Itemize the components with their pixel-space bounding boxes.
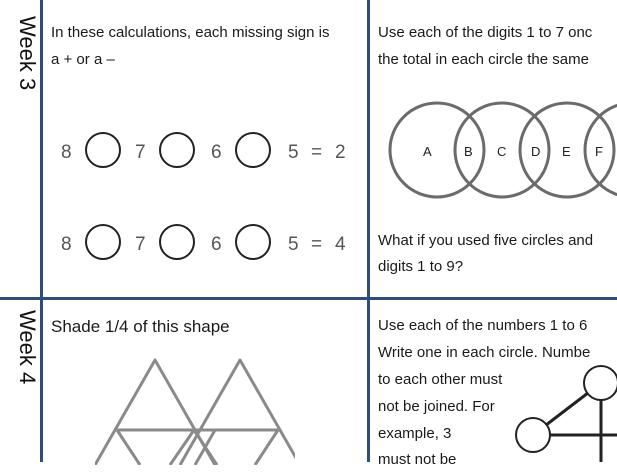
eq1-n1: 8 bbox=[61, 142, 72, 163]
eq1-n2: 7 bbox=[135, 142, 146, 163]
circle-label-e: E bbox=[562, 144, 571, 159]
eq1-blank-circle-2 bbox=[160, 133, 194, 167]
eq2-result: 4 bbox=[335, 234, 346, 255]
triangle-shape bbox=[95, 355, 295, 470]
circle-label-a: A bbox=[423, 144, 432, 159]
eq1-blank-circle-3 bbox=[236, 133, 270, 167]
right-large-triangle bbox=[180, 360, 295, 465]
week-3-label: Week 3 bbox=[15, 16, 40, 91]
equation-1 bbox=[55, 128, 355, 172]
numbers-instructions-line2: Write one in each circle. Numbe bbox=[378, 344, 591, 361]
eq1-blank-circle-1 bbox=[86, 133, 120, 167]
eq2-n1: 8 bbox=[61, 234, 72, 255]
circle-label-c: C bbox=[497, 144, 507, 159]
digits-circle-instructions-line2: the total in each circle the same bbox=[378, 51, 589, 68]
circle-label-b: B bbox=[464, 144, 473, 159]
circle-label-f: F bbox=[595, 144, 603, 159]
eq1-n3: 6 bbox=[211, 142, 222, 163]
graph-node-top bbox=[584, 366, 617, 400]
numbers-instructions-line5: example, 3 bbox=[378, 425, 452, 442]
numbers-instructions-line4: not be joined. For bbox=[378, 398, 495, 415]
eq2-equals: = bbox=[311, 234, 323, 255]
eq2-n4: 5 bbox=[288, 234, 299, 255]
numbers-instructions-line6: must not be bbox=[378, 451, 457, 468]
digits-circle-instructions-line1: Use each of the digits 1 to 7 onc bbox=[378, 24, 593, 41]
eq2-blank-circle-1 bbox=[86, 225, 120, 259]
overlapping-circles-diagram bbox=[380, 95, 617, 215]
week-4-label: Week 4 bbox=[15, 310, 40, 385]
eq1-equals: = bbox=[311, 142, 323, 163]
grid-line-vertical-left bbox=[40, 0, 43, 462]
grid-line-vertical-middle bbox=[367, 0, 370, 462]
eq2-n3: 6 bbox=[211, 234, 222, 255]
eq2-n2: 7 bbox=[135, 234, 146, 255]
eq1-n4: 5 bbox=[288, 142, 299, 163]
eq2-blank-circle-3 bbox=[236, 225, 270, 259]
five-circles-question-line1: What if you used five circles and bbox=[378, 232, 594, 249]
equation-2 bbox=[55, 220, 355, 264]
eq2-blank-circle-2 bbox=[160, 225, 194, 259]
grid-line-horizontal bbox=[0, 297, 617, 300]
missing-sign-instructions-line1: In these calculations, each missing sign is bbox=[51, 24, 330, 41]
graph-node-left bbox=[516, 418, 550, 452]
numbers-instructions-line3: to each other must bbox=[378, 371, 503, 388]
circle-graph-diagram bbox=[505, 365, 617, 467]
five-circles-question-line2: digits 1 to 9? bbox=[378, 258, 464, 275]
missing-sign-instructions-line2: a + or a – bbox=[51, 51, 115, 68]
eq1-result: 2 bbox=[335, 142, 346, 163]
shade-shape-title: Shade 1/4 of this shape bbox=[51, 317, 230, 336]
left-large-triangle bbox=[95, 360, 215, 465]
circle-label-d: D bbox=[531, 144, 541, 159]
numbers-instructions-line1: Use each of the numbers 1 to 6 bbox=[378, 317, 588, 334]
